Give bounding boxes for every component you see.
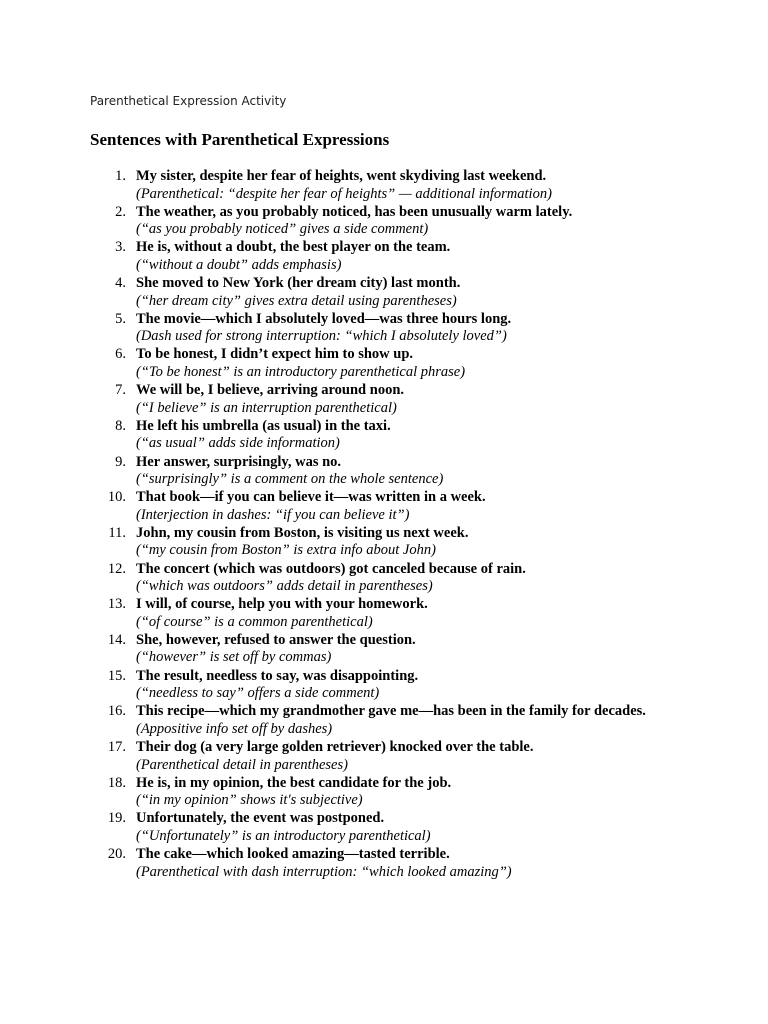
explanation-note: (“without a doubt” adds emphasis)	[136, 256, 342, 273]
sentence-text: The movie—which I absolutely loved—was three hours long.	[136, 310, 512, 327]
item-number: 4.	[115, 275, 126, 292]
item-number: 17.	[107, 739, 126, 755]
explanation-note: (“I believe” is an interruption parenthetical)	[136, 399, 397, 416]
item-number: 2.	[115, 203, 126, 220]
explanation-note: (“as you probably noticed” gives a side comment)	[136, 221, 429, 238]
sentence-text: That book—if you can believe it—was written in a week.	[136, 489, 486, 506]
list-item	[90, 311, 740, 347]
list-item	[90, 775, 740, 811]
explanation-note: (Appositive info set off by dashes)	[136, 720, 333, 737]
explanation-note: (“in my opinion” shows it's subjective)	[136, 792, 363, 809]
list-item	[90, 168, 740, 204]
item-number: 9.	[115, 453, 126, 470]
sentence-text: Her answer, surprisingly, was no.	[136, 453, 342, 470]
item-number: 18.	[107, 774, 126, 791]
sentence-text: This recipe—which my grandmother gave me—has been in the family for decades.	[136, 703, 646, 720]
list-item	[90, 632, 740, 668]
item-number: 6.	[115, 346, 126, 363]
item-number: 10.	[107, 489, 126, 506]
list-item	[90, 382, 740, 418]
list-item	[90, 418, 740, 454]
document-header: Parenthetical Expression Activity	[90, 94, 287, 108]
sentence-text: We will be, I believe, arriving around noon.	[136, 382, 405, 399]
sentence-text: The concert (which was outdoors) got canceled because of rain.	[136, 560, 526, 577]
explanation-note: (“her dream city” gives extra detail using parentheses)	[136, 292, 457, 309]
explanation-note: (“which was outdoors” adds detail in parentheses)	[136, 578, 433, 595]
sentence-text: He is, without a doubt, the best player on the team.	[136, 239, 451, 256]
explanation-note: (Interjection in dashes: “if you can believe it”)	[136, 506, 410, 523]
list-item	[90, 525, 740, 561]
sentence-text: The weather, as you probably noticed, has been unusually warm lately.	[136, 203, 573, 220]
list-item	[90, 668, 740, 704]
item-number: 19.	[107, 810, 126, 827]
explanation-note: (“of course” is a common parenthetical)	[136, 613, 373, 630]
sentence-text: He is, in my opinion, the best candidate for the job.	[136, 774, 452, 791]
sentence-text: She, however, refused to answer the question.	[136, 631, 416, 648]
list-item	[90, 739, 740, 775]
explanation-note: (Parenthetical with dash interruption: “which looked amazing”)	[136, 863, 512, 880]
list-item	[90, 275, 740, 311]
item-number: 1.	[115, 168, 126, 184]
explanation-note: (Parenthetical detail in parentheses)	[136, 756, 348, 773]
sentence-text: Their dog (a very large golden retriever) knocked over the table.	[136, 739, 534, 755]
list-item	[90, 454, 740, 490]
explanation-note: (Parenthetical: “despite her fear of heights” — additional information)	[136, 185, 552, 202]
sentence-text: To be honest, I didn’t expect him to show up.	[136, 346, 414, 363]
item-number: 8.	[115, 417, 126, 434]
sentence-text: John, my cousin from Boston, is visiting us next week.	[136, 524, 469, 541]
list-item	[90, 346, 740, 382]
sentence-text: Unfortunately, the event was postponed.	[136, 810, 385, 827]
item-number: 14.	[107, 631, 126, 648]
item-number: 16.	[107, 703, 126, 720]
sentence-text: My sister, despite her fear of heights, went skydiving last weekend.	[136, 168, 547, 184]
sentence-text: I will, of course, help you with your homework.	[136, 596, 428, 613]
list-item	[90, 204, 740, 240]
explanation-note: (“surprisingly” is a comment on the whole sentence)	[136, 471, 444, 487]
list-item	[90, 810, 740, 846]
sentence-text: The result, needless to say, was disappointing.	[136, 667, 419, 684]
list-item	[90, 846, 740, 882]
item-number: 5.	[115, 310, 126, 327]
explanation-note: (Dash used for strong interruption: “which I absolutely loved”)	[136, 328, 507, 345]
explanation-note: (“my cousin from Boston” is extra info about John)	[136, 542, 436, 559]
item-number: 3.	[115, 239, 126, 256]
item-number: 7.	[115, 382, 126, 399]
list-item	[90, 239, 740, 275]
sentence-text: She moved to New York (her dream city) last month.	[136, 275, 461, 292]
list-item	[90, 596, 740, 632]
explanation-note: (“To be honest” is an introductory parenthetical phrase)	[136, 363, 466, 380]
explanation-note: (“however” is set off by commas)	[136, 649, 332, 666]
sentence-text: The cake—which looked amazing—tasted terrible.	[136, 846, 450, 863]
page-title: Sentences with Parenthetical Expressions	[90, 130, 390, 149]
item-number: 11.	[108, 524, 126, 541]
list-item	[90, 489, 740, 525]
item-number: 13.	[107, 596, 126, 613]
item-number: 12.	[107, 560, 126, 577]
explanation-note: (“Unfortunately” is an introductory parenthetical)	[136, 827, 431, 844]
sentence-list	[90, 168, 740, 882]
explanation-note: (“needless to say” offers a side comment)	[136, 685, 380, 702]
explanation-note: (“as usual” adds side information)	[136, 435, 340, 452]
list-item	[90, 561, 740, 597]
sentence-text: He left his umbrella (as usual) in the taxi.	[136, 417, 391, 434]
item-number: 20.	[107, 846, 126, 863]
item-number: 15.	[107, 667, 126, 684]
list-item	[90, 703, 740, 739]
